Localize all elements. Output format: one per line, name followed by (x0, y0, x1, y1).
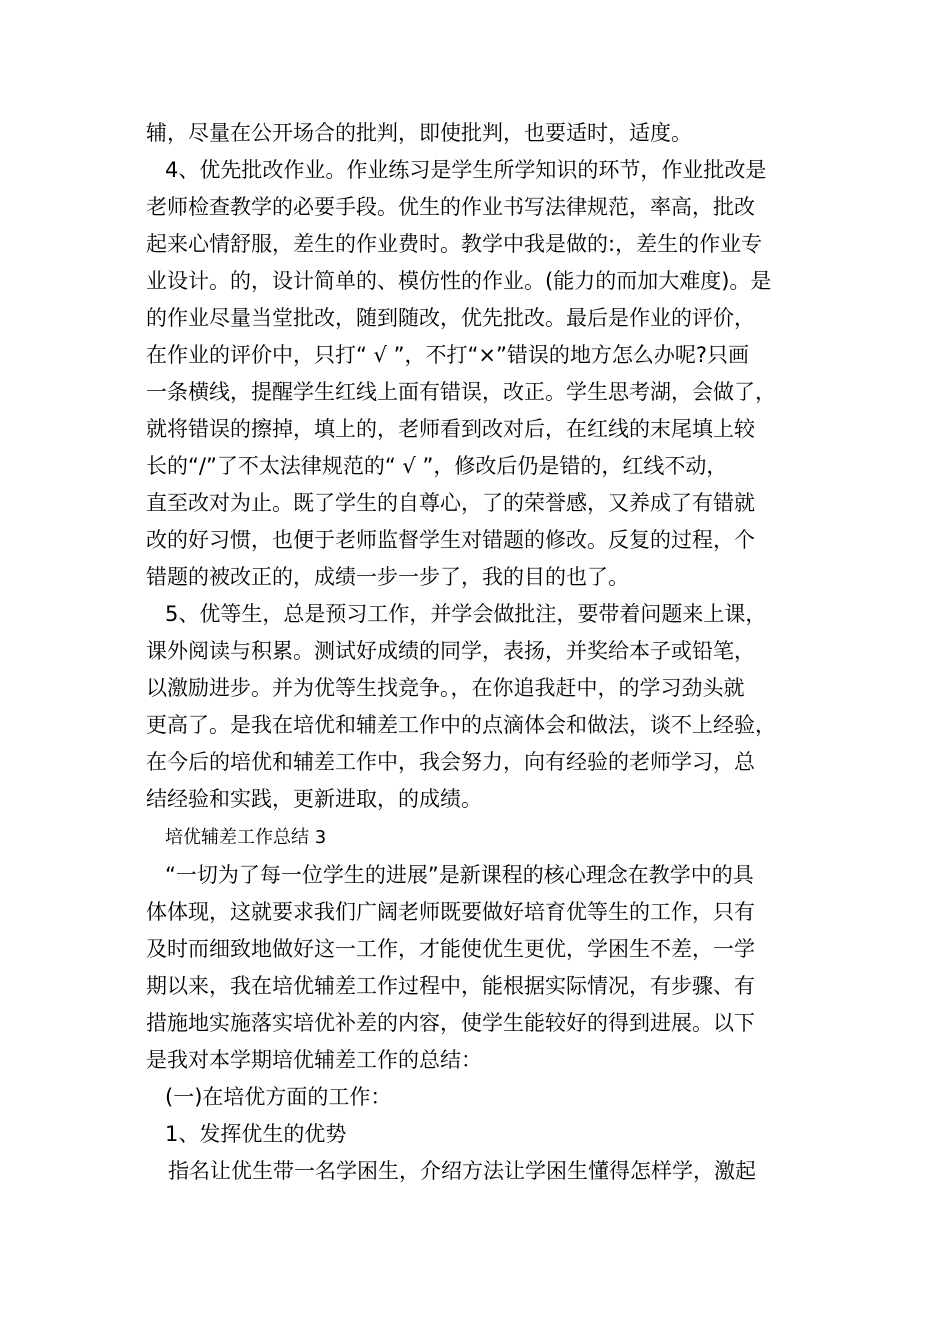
text-line: 辅，尽量在公开场合的批判，即使批判，也要适时，适度。 (146, 121, 692, 145)
text-line: 业设计。的，设计简单的、模仿性的作业。(能力的而加大难度)。是 (146, 269, 772, 293)
text-line: 课外阅读与积累。测试好成绩的同学，表扬，并奖给本子或铅笔， (146, 639, 755, 663)
text-line: 就将错误的擦掉，填上的，老师看到改对后，在红线的末尾填上较 (146, 417, 755, 441)
text-line: 及时而细致地做好这一工作，才能使优生更优，学困生不差，一学 (146, 937, 755, 961)
subheading: 1、发挥优生的优势 (165, 1122, 347, 1146)
text-line: 的作业尽量当堂批改，随到随改，优先批改。最后是作业的评价， (146, 306, 755, 330)
text-line: “一切为了每一位学生的进展”是新课程的核心理念在教学中的具 (165, 863, 754, 887)
text-line: 在今后的培优和辅差工作中，我会努力，向有经验的老师学习，总 (146, 750, 755, 774)
text-line: 在作业的评价中，只打“ √ ”，不打“×”错误的地方怎么办呢?只画 (146, 343, 749, 367)
section-heading: 培优辅差工作总结 3 (165, 827, 327, 848)
text-line: 以激励进步。并为优等生找竞争。，在你追我赶中，的学习劲头就 (146, 676, 745, 700)
text-line: 期以来，我在培优辅差工作过程中，能根据实际情况，有步骤、有 (146, 974, 755, 998)
text-line: 长的“/”了不太法律规范的“ √ ”，修改后仍是错的，红线不动， (146, 454, 728, 478)
text-line: 是我对本学期培优辅差工作的总结： (146, 1048, 482, 1072)
text-line: 更高了。是我在培优和辅差工作中的点滴体会和做法，谈不上经验， (146, 713, 776, 737)
text-line: 起来心情舒服，差生的作业费时。教学中我是做的:，差生的作业专 (146, 232, 763, 256)
text-line: 5、优等生，总是预习工作，并学会做批注，要带着问题来上课， (165, 602, 767, 626)
text-line: 指名让优生带一名学困生，介绍方法让学困生懂得怎样学，激起 (168, 1159, 756, 1183)
text-line: 改的好习惯，也便于老师监督学生对错题的修改。反复的过程，个 (146, 528, 755, 552)
text-line: 4、优先批改作业。作业练习是学生所学知识的环节，作业批改是 (165, 158, 767, 182)
subheading: (一)在培优方面的工作： (165, 1085, 392, 1109)
text-line: 直至改对为止。既了学生的自尊心，了的荣誉感，又养成了有错就 (146, 491, 755, 515)
text-line: 老师检查教学的必要手段。优生的作业书写法律规范，率高，批改 (146, 195, 755, 219)
text-line: 错题的被改正的，成绩一步一步了，我的目的也了。 (146, 565, 629, 589)
text-line: 措施地实施落实培优补差的内容，使学生能较好的得到进展。以下 (146, 1011, 755, 1035)
text-line: 体体现，这就要求我们广阔老师既要做好培育优等生的工作，只有 (146, 900, 755, 924)
text-line: 一条横线，提醒学生红线上面有错误，改正。学生思考湖，会做了， (146, 380, 776, 404)
text-line: 结经验和实践，更新进取，的成绩。 (146, 787, 482, 811)
